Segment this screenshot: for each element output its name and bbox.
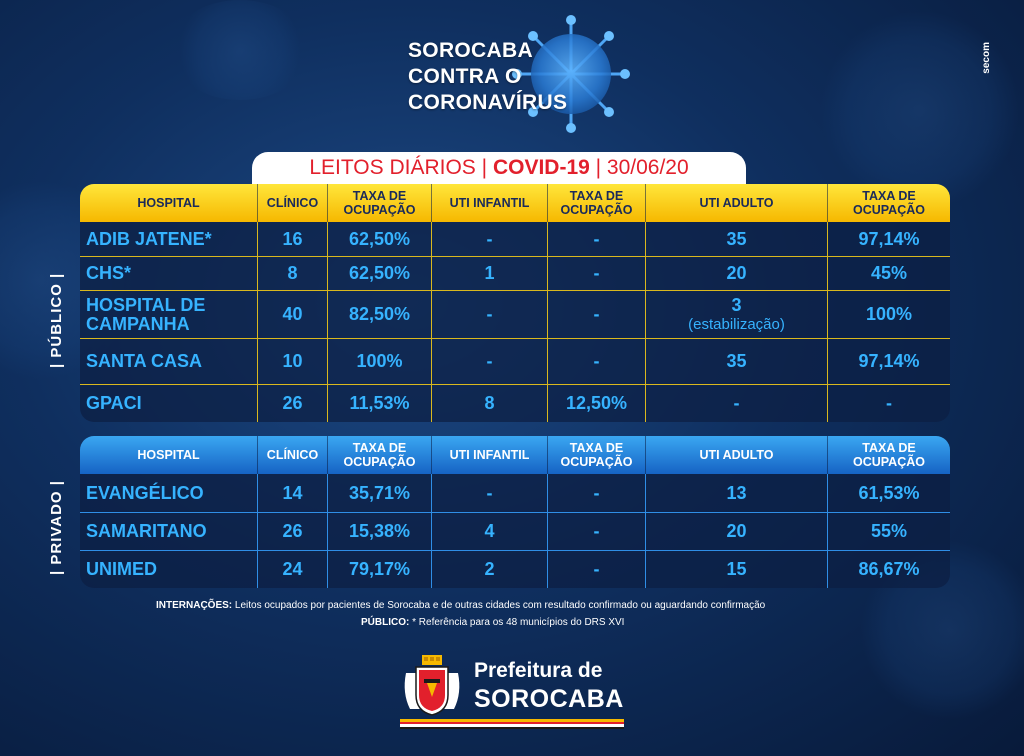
column-header: UTI ADULTO: [646, 184, 828, 222]
prefeitura-logo: [396, 653, 628, 731]
column-header: TAXA DE OCUPAÇÃO: [328, 184, 432, 222]
taxa-cell: 61,53%: [858, 482, 920, 503]
clinico-cell: 10: [258, 339, 328, 384]
table-row: [80, 338, 950, 384]
hospital-name: SAMARITANO: [80, 513, 258, 550]
taxa-cell: 82,50%: [328, 291, 432, 338]
taxa-cell: -: [548, 222, 646, 256]
hospital-name: HOSPITAL DE CAMPANHA: [80, 291, 258, 338]
brand-line1: Prefeitura de: [474, 659, 603, 682]
taxa-cell: 15,38%: [328, 513, 432, 550]
hospital-name: EVANGÉLICO: [80, 474, 258, 512]
uti-adulto-cell: [646, 291, 828, 338]
taxa-cell: 55%: [870, 521, 908, 541]
note-label: PÚBLICO:: [361, 617, 410, 628]
column-header: TAXA DE OCUPAÇÃO: [853, 441, 925, 469]
uti-infantil-cell: -: [432, 222, 548, 256]
background-virus-shape: [170, 0, 310, 100]
city-crest-icon: [400, 653, 464, 719]
taxa-cell: -: [548, 339, 646, 384]
hospital-name: UNIMED: [80, 551, 258, 588]
report-banner: [252, 152, 746, 184]
taxa-cell: -: [548, 291, 646, 338]
taxa-cell: 12,50%: [548, 385, 646, 422]
table-body: [80, 474, 950, 588]
taxa-cell: -: [548, 551, 646, 588]
note-text: Leitos ocupados por pacientes de Sorocaba e de outras cidades com resultado confirmado ou aguardando confirmação: [232, 600, 766, 611]
taxa-cell: 100%: [865, 304, 913, 324]
note-internacoes: [156, 600, 765, 611]
background-virus-shape: [820, 10, 1020, 210]
taxa-cell: 97,14%: [858, 228, 920, 249]
taxa-cell: 97,14%: [858, 351, 920, 371]
clinico-cell: 26: [258, 385, 328, 422]
uti-adulto-cell: 13: [646, 474, 828, 512]
uti-infantil-cell: 8: [432, 385, 548, 422]
column-header: TAXA DE OCUPAÇÃO: [548, 184, 646, 222]
taxa-cell: 35,71%: [328, 474, 432, 512]
table-body: [80, 222, 950, 422]
hospital-name: ADIB JATENE*: [80, 222, 258, 256]
column-header: TAXA DE OCUPAÇÃO: [853, 189, 925, 217]
table-header: [80, 184, 950, 222]
uti-adulto-note: (estabilização): [688, 315, 785, 333]
column-header: TAXA DE OCUPAÇÃO: [328, 436, 432, 474]
table-row: [80, 256, 950, 290]
uti-adulto-cell: 20: [646, 513, 828, 550]
uti-adulto-cell: 20: [646, 257, 828, 290]
column-header: UTI ADULTO: [646, 436, 828, 474]
section-label-publico: | PÚBLICO |: [48, 272, 65, 368]
uti-infantil-cell: 2: [432, 551, 548, 588]
uti-adulto-cell: 35: [646, 222, 828, 256]
column-header: TAXA DE OCUPAÇÃO: [548, 436, 646, 474]
uti-infantil-cell: 4: [432, 513, 548, 550]
taxa-cell: -: [548, 513, 646, 550]
uti-adulto-cell: 15: [646, 551, 828, 588]
clinico-cell: 40: [258, 291, 328, 338]
header: [406, 36, 636, 136]
note-label: INTERNAÇÕES:: [156, 600, 233, 611]
clinico-cell: 24: [258, 551, 328, 588]
taxa-cell: 62,50%: [328, 257, 432, 290]
brand-line2: SOROCABA: [474, 685, 624, 713]
uti-infantil-cell: -: [432, 474, 548, 512]
column-header: UTI INFANTIL: [432, 436, 548, 474]
table-row: [80, 222, 950, 256]
uti-infantil-cell: -: [432, 291, 548, 338]
clinico-cell: 8: [258, 257, 328, 290]
table-row: [80, 290, 950, 338]
taxa-cell: -: [548, 474, 646, 512]
taxa-cell: 62,50%: [328, 222, 432, 256]
banner-date: | 30/06/20: [589, 156, 689, 179]
uti-adulto-cell: -: [646, 385, 828, 422]
banner-label: LEITOS DIÁRIOS |: [309, 156, 493, 179]
table-row: [80, 384, 950, 422]
column-header: HOSPITAL: [80, 184, 258, 222]
table-header: [80, 436, 950, 474]
clinico-cell: 14: [258, 474, 328, 512]
clinico-cell: 26: [258, 513, 328, 550]
column-header: HOSPITAL: [80, 436, 258, 474]
uti-adulto-value: 3: [731, 294, 742, 315]
table-row: [80, 550, 950, 588]
campaign-title: SOROCABA CONTRA O CORONAVÍRUS: [408, 39, 568, 114]
table-row: [80, 474, 950, 512]
clinico-cell: 16: [258, 222, 328, 256]
banner-covid: COVID-19: [492, 156, 590, 179]
hospital-name: SANTA CASA: [80, 339, 258, 384]
taxa-cell: 100%: [328, 339, 432, 384]
column-header: UTI INFANTIL: [432, 184, 548, 222]
table-privado: [80, 436, 950, 588]
note-text: * Referência para os 48 municípios do DRS XVI: [409, 617, 625, 628]
uti-infantil-cell: 1: [432, 257, 548, 290]
note-publico: [361, 617, 624, 628]
uti-adulto-cell: 35: [646, 339, 828, 384]
column-header: CLÍNICO: [258, 184, 328, 222]
table-row: [80, 512, 950, 550]
taxa-cell: 11,53%: [328, 385, 432, 422]
column-header: CLÍNICO: [258, 436, 328, 474]
hospital-name: CHS*: [80, 257, 258, 290]
hospital-name: GPACI: [80, 385, 258, 422]
flag-stripes: [400, 719, 624, 729]
taxa-cell: 86,67%: [858, 559, 920, 579]
secom-credit: secom: [981, 42, 992, 74]
table-publico: [80, 184, 950, 422]
taxa-cell: -: [886, 393, 892, 413]
taxa-cell: -: [548, 257, 646, 290]
taxa-cell: 45%: [870, 263, 908, 283]
taxa-cell: 79,17%: [328, 551, 432, 588]
uti-infantil-cell: -: [432, 339, 548, 384]
section-label-privado: | PRIVADO |: [48, 480, 65, 576]
